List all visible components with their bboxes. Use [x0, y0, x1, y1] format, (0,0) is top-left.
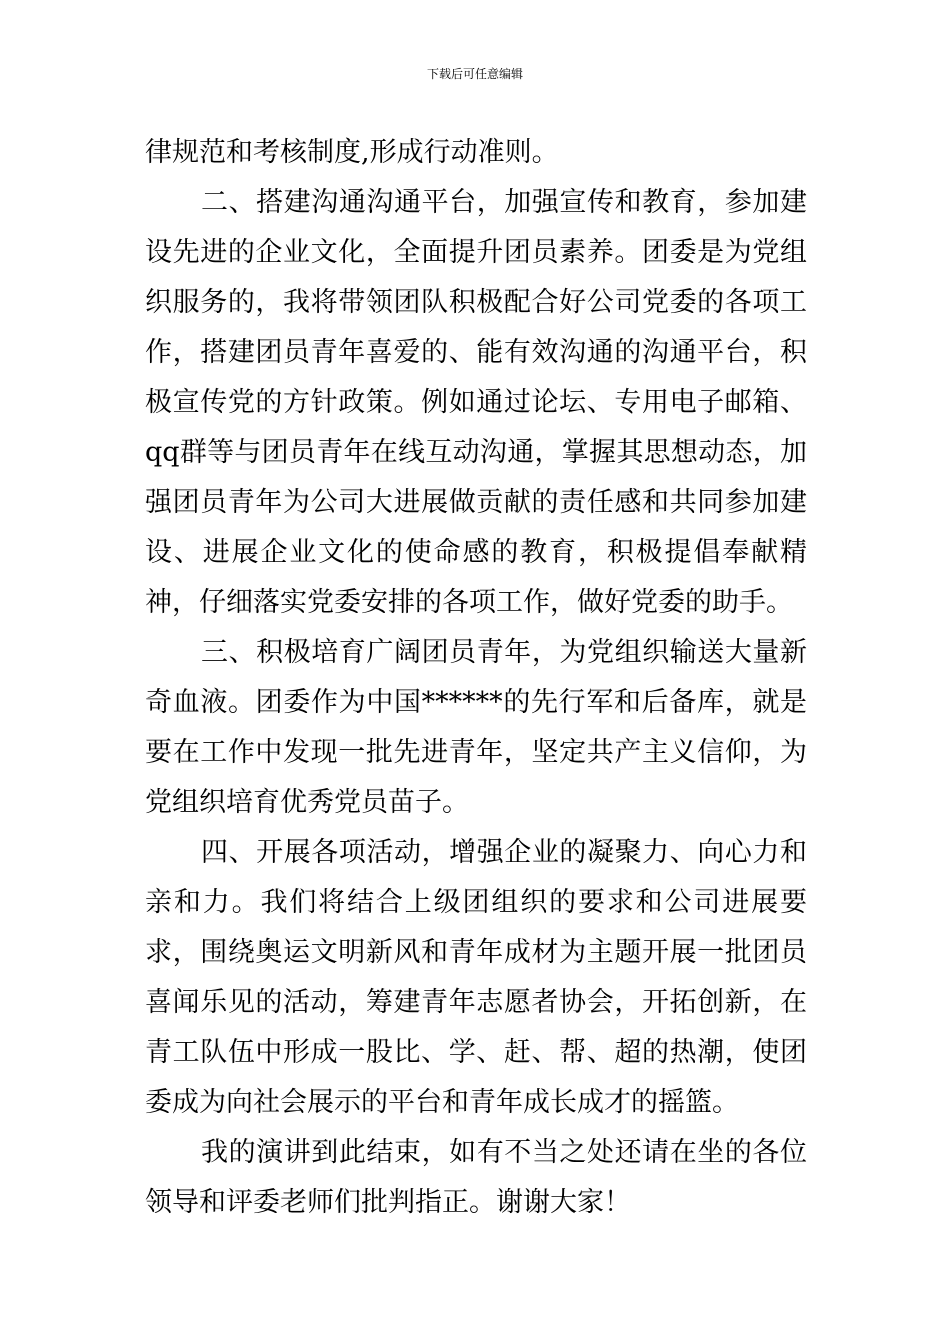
- paragraph-section-two: 二、搭建沟通沟通平台，加强宣传和教育，参加建设先进的企业文化，全面提升团员素养。团委是为党组织服务的，我将带领团队积极配合好公司党委的各项工作，搭建团员青年喜爱的、能有效沟通的沟通平台，积极宣传党的方针政策。例如通过论坛、专用电子邮箱、qq群等与团员青年在线互动沟通，掌握其思想动态，加强团员青年为公司大进展做贡献的责任感和共同参加建设、进展企业文化的使命感的教育，积极提倡奉献精神，仔细落实党委安排的各项工作，做好党委的助手。: [145, 187, 807, 618]
- paragraph-section-four: 四、开展各项活动，增强企业的凝聚力、向心力和亲和力。我们将结合上级团组织的要求和公司进展要求，围绕奥运文明新风和青年成材为主题开展一批团员喜闻乐见的活动，筹建青年志愿者协会，开拓创新，在青工队伍中形成一股比、学、赶、帮、超的热潮，使团委成为向社会展示的平台和青年成长成才的摇篮。: [145, 837, 807, 1118]
- paragraph-continuation: 律规范和考核制度,形成行动准则。: [145, 137, 559, 168]
- paragraph-section-three: 三、积极培育广阔团员青年，为党组织输送大量新奇血液。团委作为中国******的先行军和后备库，就是要在工作中发现一批先进青年，坚定共产主义信仰，为党组织培育优秀党员苗子。: [145, 637, 807, 818]
- page-header: 下载后可任意编辑: [426, 67, 523, 81]
- document-body: [145, 128, 807, 1228]
- paragraph-closing: 我的演讲到此结束，如有不当之处还请在坐的各位领导和评委老师们批判指正。谢谢大家！: [145, 1137, 807, 1218]
